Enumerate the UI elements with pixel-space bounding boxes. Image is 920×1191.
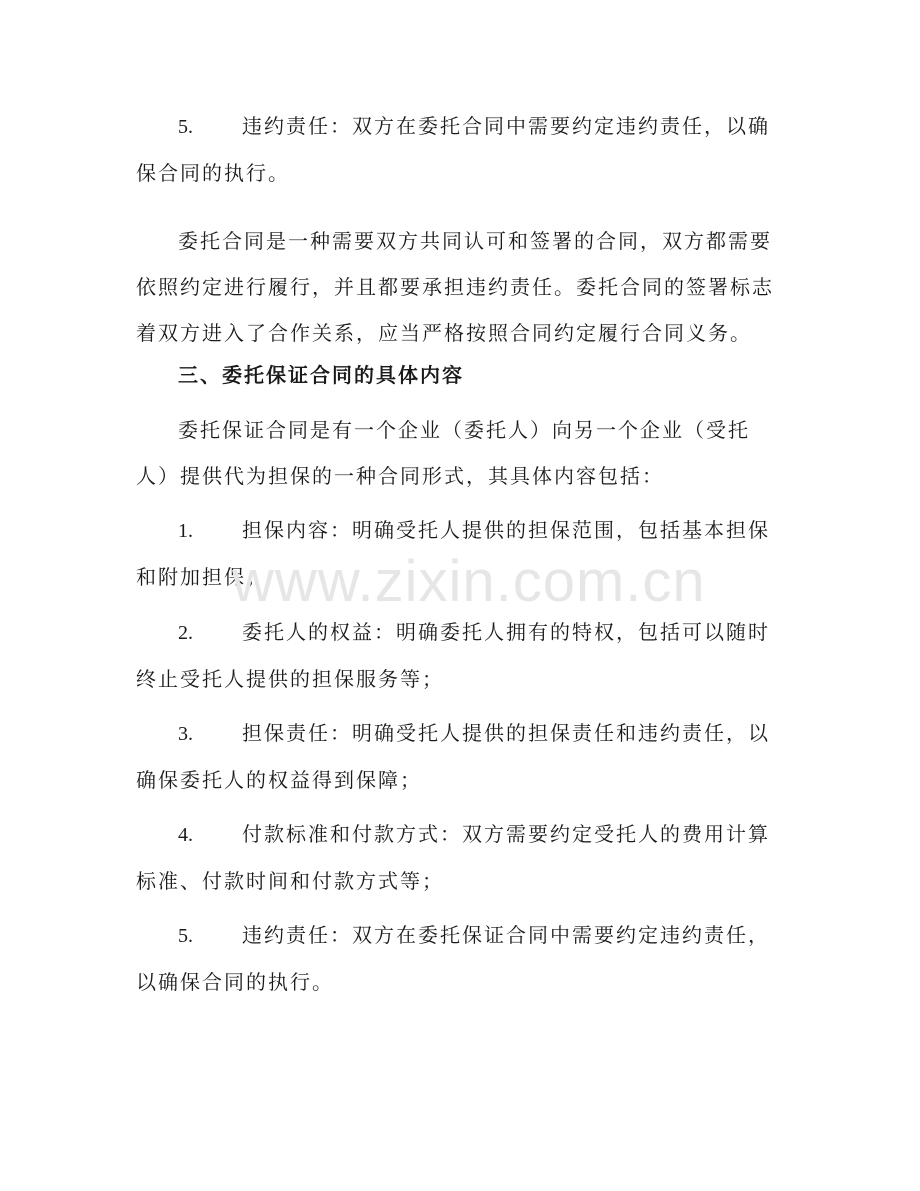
list-item-text: 担保内容：明确受托人提供的担保范围，包括基本担保和附加担保； <box>136 518 770 589</box>
list-item-text: 付款标准和付款方式：双方需要约定受托人的费用计算标准、付款时间和付款方式等； <box>136 822 770 893</box>
list-number: 3. <box>178 723 193 745</box>
list-item-breach-liability-guarantee <box>136 912 776 1005</box>
list-item-principal-rights <box>136 609 776 702</box>
list-number: 5. <box>178 925 193 947</box>
section-heading: 三、委托保证合同的具体内容 <box>178 363 464 387</box>
list-item-guarantee-content <box>136 507 776 600</box>
paragraph-contract-summary: 委托合同是一种需要双方共同认可和签署的合同，双方都需要依照约定进行履行，并且都要承担违约责任。委托合同的签署标志着双方进入了合作关系，应当严格按照合同约定履行合同义务。 <box>136 229 774 345</box>
list-item-text: 违约责任：双方在委托合同中需要约定违约责任，以确保合同的执行。 <box>136 114 770 185</box>
list-item-breach-liability-contract <box>136 103 776 196</box>
paragraph-guarantee-intro: 委托保证合同是有一个企业（委托人）向另一个企业（受托人）提供代为担保的一种合同形式，其具体内容包括： <box>136 418 750 488</box>
list-item-payment-terms <box>136 811 776 904</box>
list-item-text: 委托人的权益：明确委托人拥有的特权，包括可以随时终止受托人提供的担保服务等； <box>136 620 770 691</box>
list-item-text: 担保责任：明确受托人提供的担保责任和违约责任，以确保委托人的权益得到保障； <box>136 721 770 792</box>
list-number: 2. <box>178 622 193 644</box>
list-item-text: 违约责任：双方在委托保证合同中需要约定违约责任，以确保合同的执行。 <box>136 923 770 994</box>
list-item-guarantee-liability <box>136 710 776 803</box>
list-number: 5. <box>178 116 193 138</box>
watermark: www.zixin.com.cn <box>232 549 706 614</box>
list-number: 1. <box>178 520 193 542</box>
list-number: 4. <box>178 824 193 846</box>
